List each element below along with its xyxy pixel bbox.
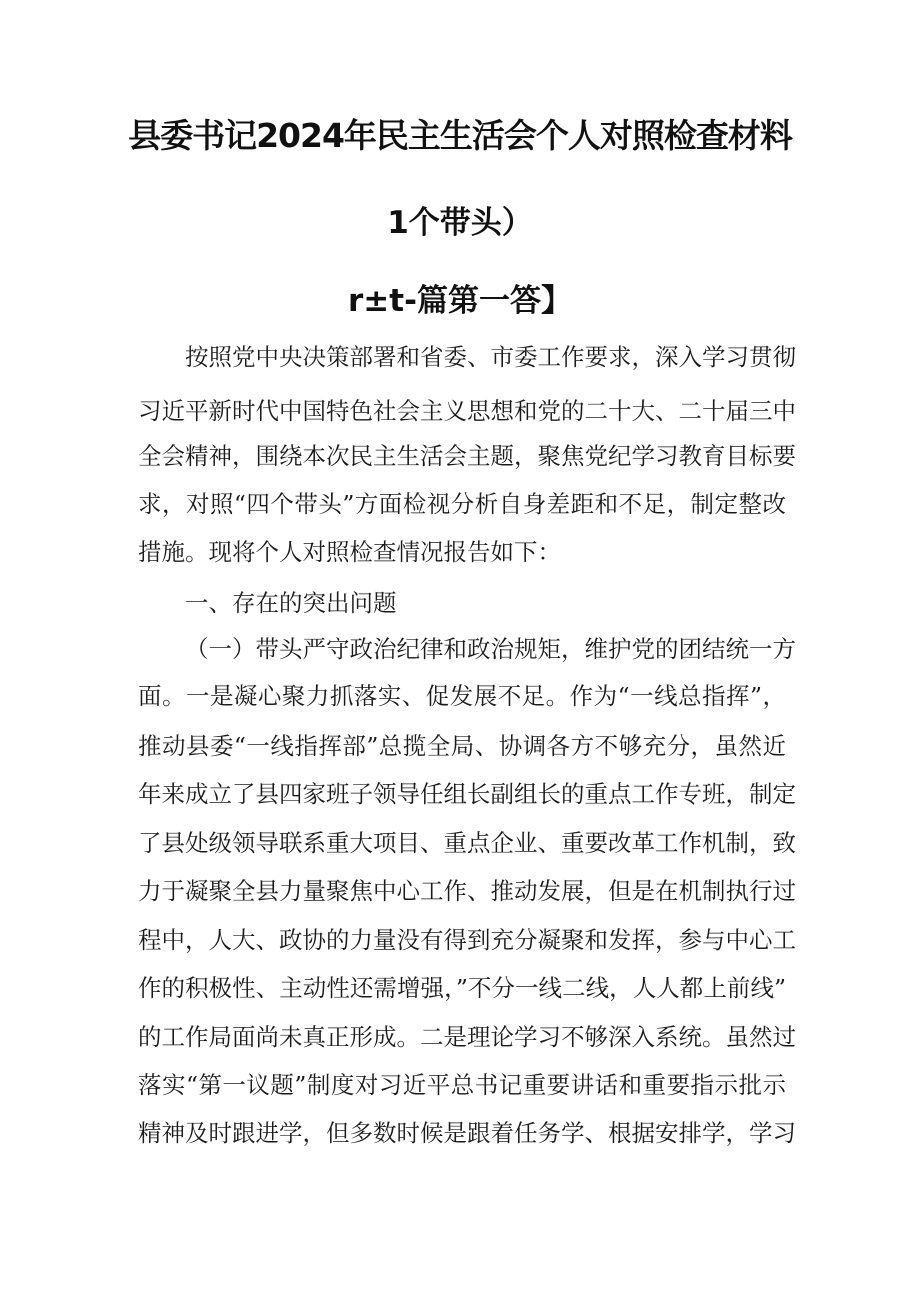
body-line: 按照党中央决策部署和省委、市委工作要求，深入学习贯彻 — [185, 343, 796, 371]
body-line: 程中，人大、政协的力量没有得到充分凝聚和发挥，参与中心工 — [138, 926, 796, 954]
body-line: 落实“第一议题”制度对习近平总书记重要讲话和重要指示批示 — [138, 1071, 786, 1099]
document-title: 县委书记2024年民主生活会个人对照检查材料 — [128, 116, 792, 155]
body-line: 力于凝聚全县力量聚焦中心工作、推动发展，但是在机制执行过 — [138, 877, 796, 905]
body-line: 精神及时跟进学，但多数时候是跟着任务学、根据安排学，学习 — [138, 1119, 796, 1147]
body-line: 的工作局面尚未真正形成。二是理论学习不够深入系统。虽然过 — [138, 1023, 796, 1051]
body-line: 习近平新时代中国特色社会主义思想和党的二十大、二十届三中 — [138, 397, 796, 425]
body-line: 了县处级领导联系重大项目、重点企业、重要改革工作机制，致 — [138, 829, 796, 857]
body-line: 措施。现将个人对照检查情况报告如下： — [138, 538, 561, 566]
body-line: 面。一是凝心聚力抓落实、促发展不足。作为“一线总指挥”， — [138, 682, 786, 710]
body-line: 作的积极性、主动性还需增强，”不分一线二线，人人都上前线” — [138, 974, 786, 1002]
body-line: 全会精神，围绕本次民主生活会主题，聚焦党纪学习教育目标要 — [138, 442, 796, 470]
body-line: 推动县委“一线指挥部”总揽全局、协调各方不够充分，虽然近 — [138, 732, 786, 760]
document-subtitle: 1个带头） — [387, 205, 533, 241]
body-line: （一）带头严守政治纪律和政治规矩，维护党的团结统一方 — [185, 635, 796, 663]
section-heading: 一、存在的突出问题 — [185, 589, 397, 617]
document-section-label: r±t-篇第一答】 — [348, 283, 572, 319]
body-line: 求，对照“四个带头”方面检视分析自身差距和不足，制定整改 — [138, 490, 786, 518]
body-line: 年来成立了县四家班子领导任组长副组长的重点工作专班，制定 — [138, 780, 796, 808]
